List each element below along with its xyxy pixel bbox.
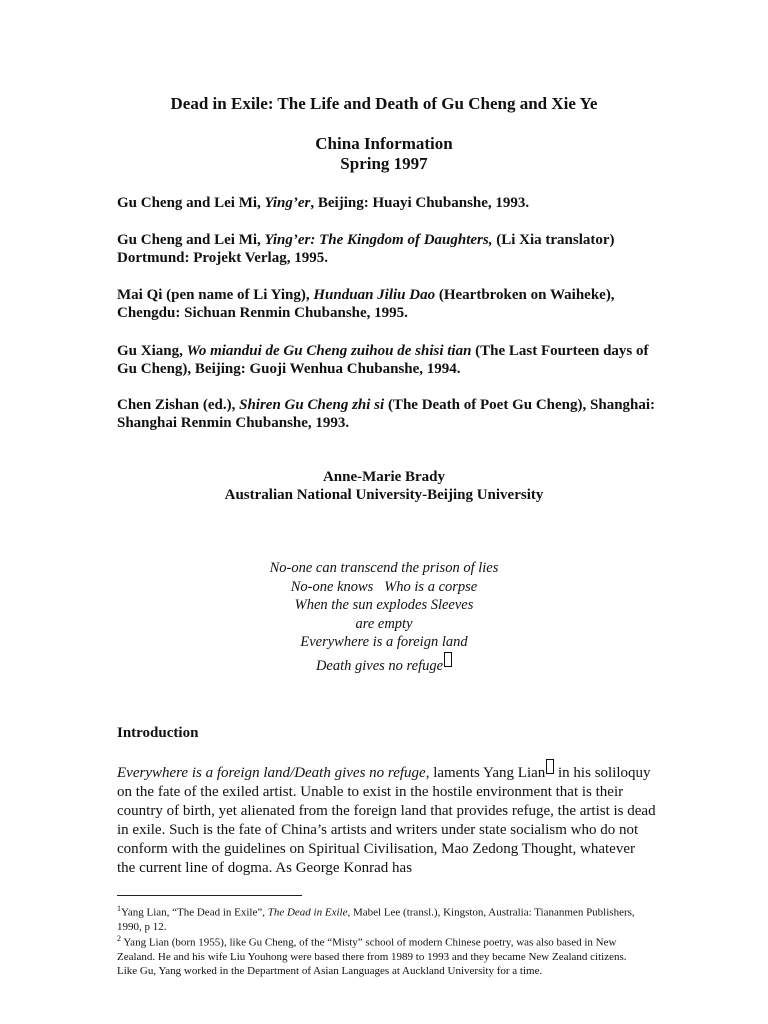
intro-text: , laments Yang Lian — [425, 765, 546, 781]
poem-line: are empty — [355, 615, 413, 632]
bibliography-entry — [117, 396, 657, 432]
bibliography-entry — [117, 342, 657, 378]
intro-italic-quote: Everywhere is a foreign land/Death gives no refuge — [117, 765, 426, 781]
bib-text: (Heartbroken on Waiheke), Chengdu: Sichuan Renmin Chubanshe, 1995. — [117, 287, 615, 321]
document-title: Dead in Exile: The Life and Death of Gu Cheng and Xie Ye — [170, 94, 598, 113]
footnote-2 — [117, 932, 637, 978]
publication-date: Spring 1997 — [340, 154, 428, 173]
bib-text: Gu Xiang, — [117, 343, 187, 359]
poem-line: Everywhere is a foreign land — [300, 634, 468, 650]
footnote-text: Yang Lian, “The Dead in Exile”, — [121, 906, 268, 919]
section-heading-introduction: Introduction — [117, 725, 199, 741]
footnote-number: 1 — [117, 904, 121, 913]
author-affiliation: Australian National University-Beijing University — [224, 487, 544, 503]
intro-text: in his soliloquy on the fate of the exiled artist. Unable to exist in the hostile environment that is their country of birth, yet alienated from the foreign land that provides refuge, the artist is dead in exile. Such is the fate of China’s artists and writers under state socialism who do not conform with the guidelines on Spiritual Civilisation, Mao Zedong Thought, whatever the current line of dogma. As George Konrad has — [117, 765, 656, 876]
footnote-text: Yang Lian (born 1955), like Gu Cheng, of the “Misty” school of modern Chinese poetry, was also based in New Zealand. He and his wife Liu Youhong were based there from 1989 to 1993 and they became New Zealand citizens. Like Gu, Yang worked in the Department of Asian Languages at Auckland University for a time. — [117, 936, 627, 977]
intro-paragraph — [117, 759, 657, 878]
footnote-number: 2 — [117, 934, 121, 943]
bib-text: (The Death of Poet Gu Cheng), Shanghai: Shanghai Renmin Chubanshe, 1993. — [117, 397, 656, 431]
bib-text: , Beijing: Huayi Chubanshe, 1993. — [310, 195, 530, 211]
bib-text: (Li Xia translator) Dortmund: Projekt Verlag, 1995. — [117, 232, 615, 266]
poem-line-text: Death gives no refuge — [315, 657, 444, 674]
bibliography-entry — [117, 286, 657, 322]
bibliography-entry — [117, 194, 657, 212]
bib-italic-title: Ying’er: The Kingdom of Daughters, — [264, 232, 493, 248]
bib-italic-title: Ying’er — [264, 195, 311, 211]
publication-name: China Information — [315, 134, 453, 153]
bib-text: Chen Zishan (ed.), — [117, 397, 240, 413]
poem-line: No-one can transcend the prison of lies — [269, 560, 499, 576]
author-block — [0, 468, 768, 504]
footnote-separator — [117, 895, 302, 896]
epigraph-poem — [0, 559, 768, 675]
bibliography-entry — [117, 231, 657, 267]
bib-italic-title: Shiren Gu Cheng zhi si — [239, 397, 385, 413]
publication-info — [0, 134, 768, 174]
footnote-text: , Mabel Lee (transl.), Kingston, Australia: Tiananmen Publishers, 1990, p 12. — [117, 906, 635, 933]
bib-text: Gu Cheng and Lei Mi, — [117, 195, 265, 211]
footnote-italic-title: The Dead in Exile — [267, 906, 348, 919]
bib-text: Mai Qi (pen name of Li Ying), — [117, 287, 314, 303]
bib-text: Gu Cheng and Lei Mi, — [117, 232, 265, 248]
bib-italic-title: Hunduan Jiliu Dao — [313, 287, 436, 303]
poem-line-last — [0, 652, 768, 676]
poem-line: When the sun explodes Sleeves — [294, 597, 474, 613]
bib-text: (The Last Fourteen days of Gu Cheng), Beijing: Guoji Wenhua Chubanshe, 1994. — [117, 343, 649, 377]
footnote-1 — [117, 902, 637, 934]
bib-italic-title: Wo miandui de Gu Cheng zuihou de shisi tian — [186, 343, 472, 359]
footnote-marker[interactable] — [444, 652, 452, 667]
poem-line: No-one knows Who is a corpse — [290, 578, 478, 595]
author-name: Anne-Marie Brady — [322, 469, 446, 485]
